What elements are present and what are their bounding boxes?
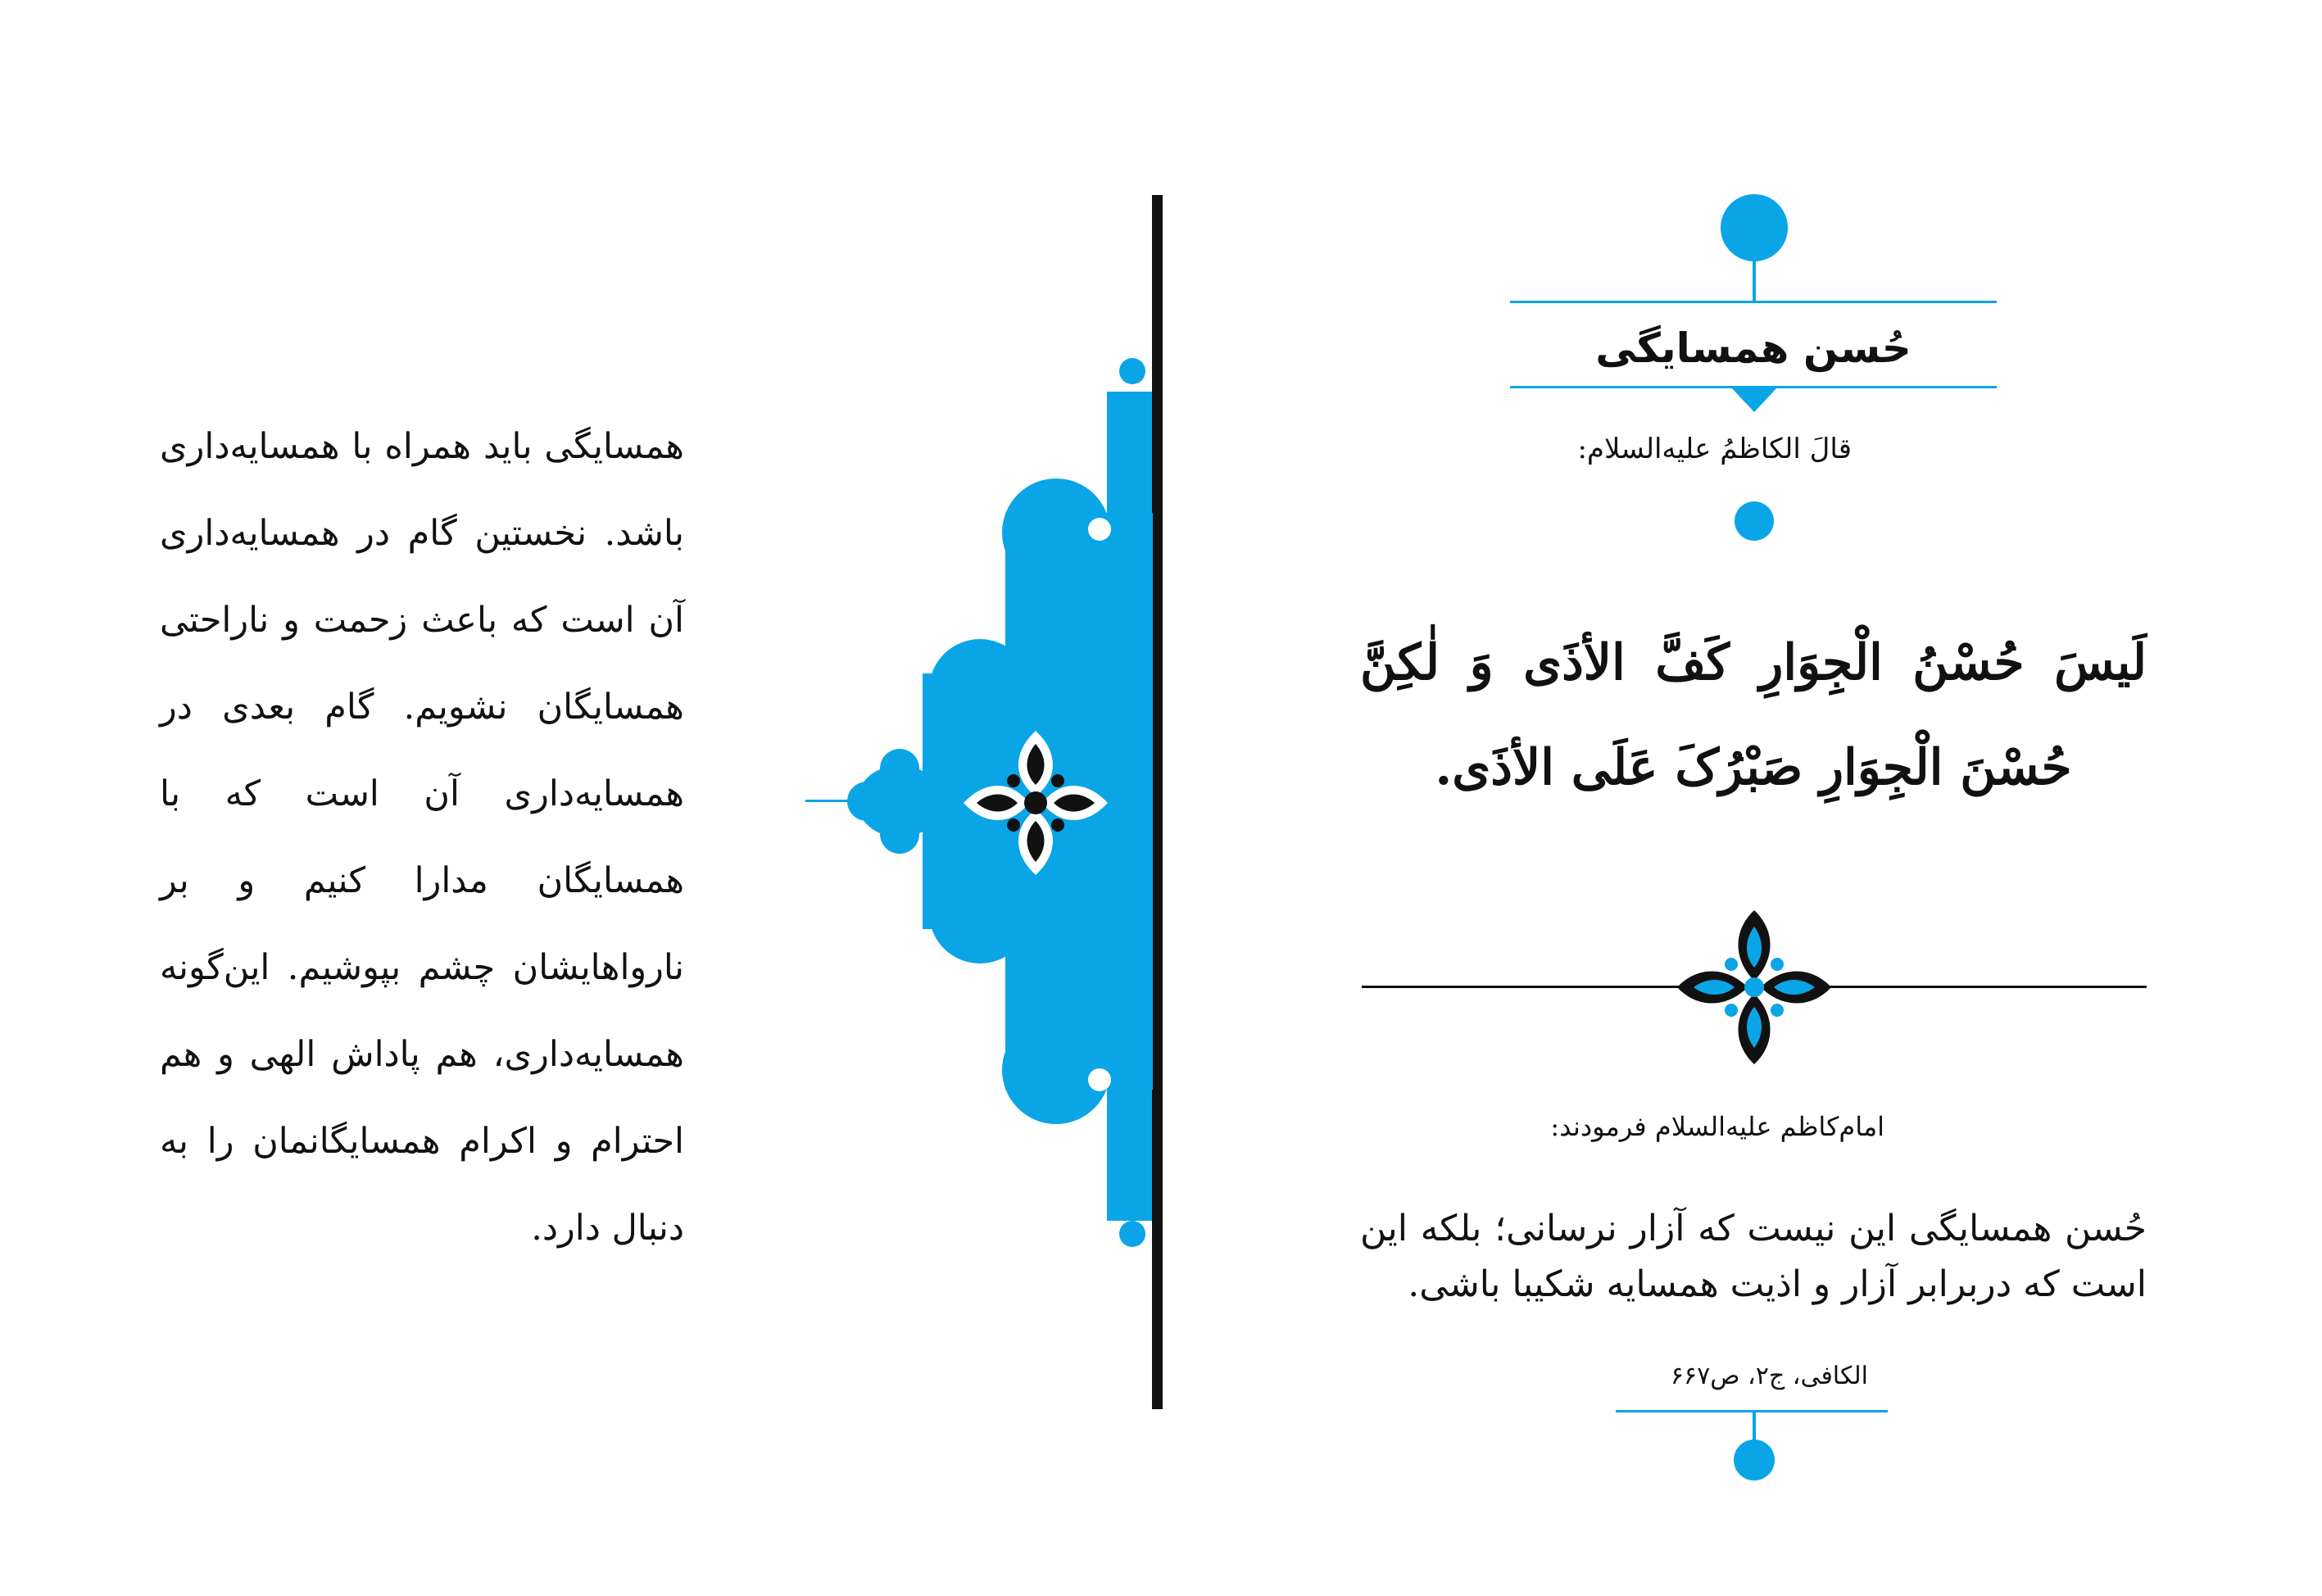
source-citation: الکافی، ج۲، ص۶۶۷ [1670, 1362, 1868, 1390]
title-top-circle [1721, 194, 1788, 261]
arabic-hadith-text: لَیسَ حُسْنُ الْجِوَارِ کَفَّ الأذَی وَ لٰکِنَّ حُسْنَ الْجِوَارِ صَبْرُکَ عَلَی الأذَی. [1360, 634, 2147, 796]
hadith-title: حُسن همسایگی [1595, 324, 1912, 372]
intro-dot [1735, 501, 1774, 541]
commentary-paragraph: همسایگی باید همراه با همسایه‌داری باشد. نخستین گام در همسایه‌داری آن است که باعث زحمت و ناراحتی همسایگان نشویم. گام بعدی در همسایه‌داری آن است که با همسایگان مدارا کنیم و بر ناروا‌هایشان چشم بپوشیم. این‌گونه همسایه‌داری، هم پاداش الهی و هم احترام و اکرام همسایگانمان را به دنبال دارد. [160, 426, 684, 1249]
narration-intro: امام‌کاظم عليه‌السلام فرمودند: [1550, 1111, 1884, 1142]
persian-translation: حُسن همسایگی این نیست که آزار نرسانی؛ بلکه این است که دربرابر آزار و اذیت همسایه شکیبا باشی. [1360, 1208, 2147, 1305]
panel-upper-white-dot [1088, 518, 1111, 541]
panel-bottom-dot [1119, 1221, 1145, 1247]
panel-top-dot [1119, 358, 1145, 384]
title-stem [1753, 259, 1756, 302]
center-divider-line [1152, 195, 1163, 1409]
source-bottom-circle [1734, 1440, 1775, 1480]
panel-lower-white-dot [1088, 1068, 1111, 1091]
saying-intro: قالَ الکاظمُ عليه‌السلام: [1577, 433, 1852, 465]
separator-flower-ornament [1677, 910, 1831, 1064]
source-rule [1616, 1410, 1888, 1412]
source-stem [1753, 1411, 1756, 1444]
